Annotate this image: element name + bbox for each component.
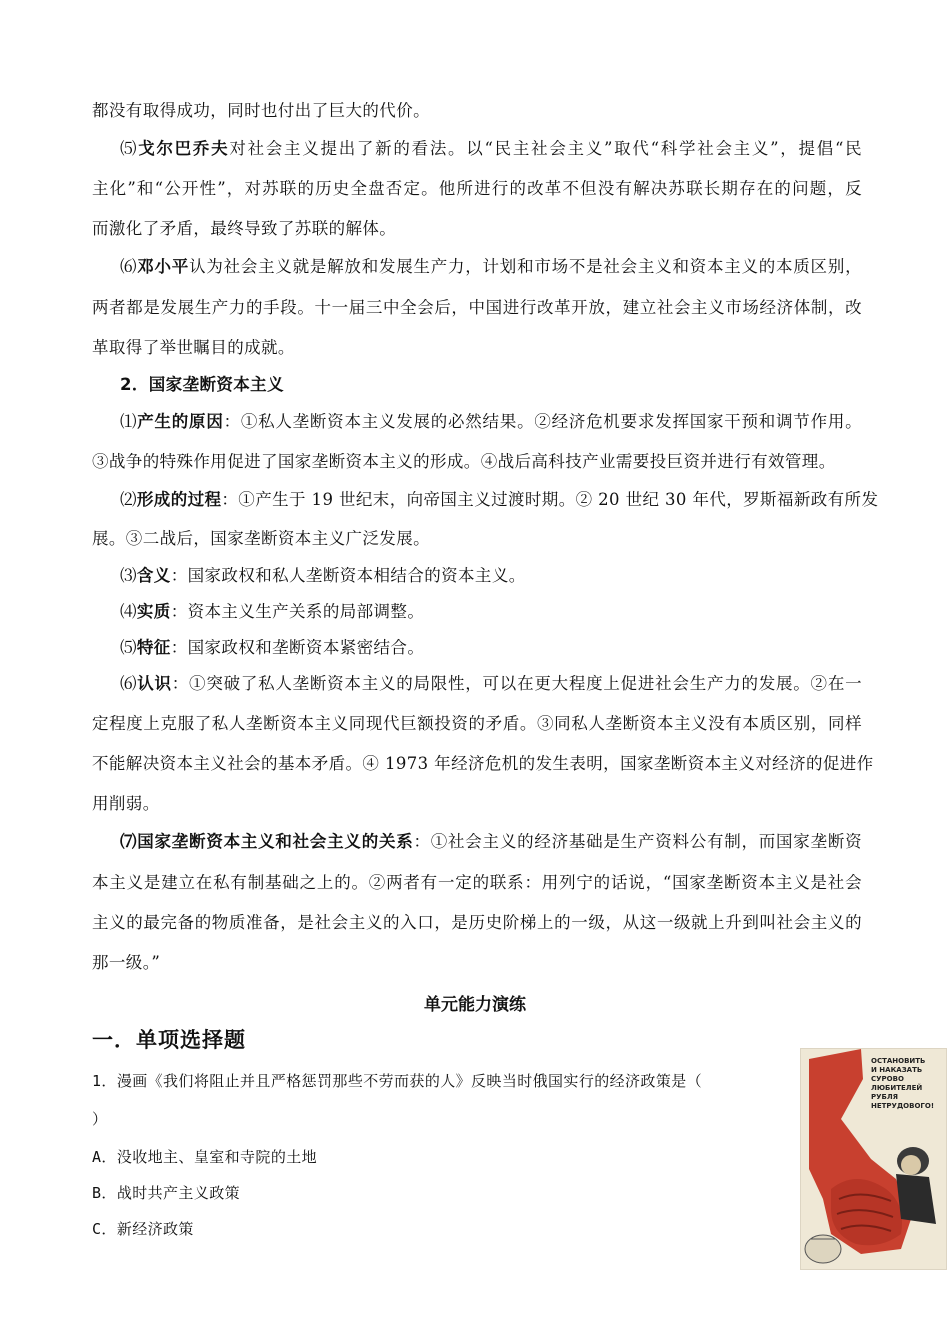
item-understanding-line4: 用削弱。 xyxy=(92,794,160,813)
item-relationship-line1: ⑺国家垄断资本主义和社会主义的关系：①社会主义的经济基础是生产资料公有制，而国家垄断资 xyxy=(120,832,862,851)
item-relationship-line4: 那一级。” xyxy=(92,953,161,972)
question-option-a[interactable]: A．没收地主、皇室和寺院的土地 xyxy=(92,1148,318,1166)
item-formation-line2: 展。③二战后，国家垄断资本主义广泛发展。 xyxy=(92,529,430,548)
item-understanding-line3: 不能解决资本主义社会的基本矛盾。④ 1973 年经济危机的发生表明，国家垄断资本主义对经济的促进作 xyxy=(92,754,874,773)
keyword-gorbachev: 戈尔巴乔夫 xyxy=(138,139,230,158)
item-causes-line1: ⑴产生的原因：①私人垄断资本主义发展的必然结果。②经济危机要求发挥国家干预和调节作用。 xyxy=(120,412,862,431)
section-title: 一．单项选择题 xyxy=(92,1028,246,1052)
item-essence: ⑷实质：资本主义生产关系的局部调整。 xyxy=(120,602,425,621)
paragraph-line: 都没有取得成功，同时也付出了巨大的代价。 xyxy=(92,101,430,120)
paragraph-gorbachev-line3: 而激化了矛盾，最终导致了苏联的解体。 xyxy=(92,219,397,238)
item-understanding-line2: 定程度上克服了私人垄断资本主义同现代巨额投资的矛盾。③同私人垄断资本主义没有本质区别，同样 xyxy=(92,714,862,733)
question-option-b[interactable]: B．战时共产主义政策 xyxy=(92,1184,241,1202)
paragraph-gorbachev-line2: 主化”和“公开性”，对苏联的历史全盘否定。他所进行的改革不但没有解决苏联长期存在的问题，反 xyxy=(92,179,862,198)
question-stem-line2: ） xyxy=(92,1110,108,1128)
item-relationship-line2: 本主义是建立在私有制基础之上的。②两者有一定的联系：用列宁的话说，“国家垄断资本主义是社会 xyxy=(92,873,862,892)
item-understanding-line1: ⑹认识：①突破了私人垄断资本主义的局限性，可以在更大程度上促进社会生产力的发展。②在一 xyxy=(120,674,862,693)
item-features: ⑸特征：国家政权和垄断资本紧密结合。 xyxy=(120,638,425,657)
soviet-poster-image xyxy=(800,1048,947,1270)
question-stem-line1: 1．漫画《我们将阻止并且严格惩罚那些不劳而获的人》反映当时俄国实行的经济政策是（ xyxy=(92,1072,703,1090)
question-option-c[interactable]: C．新经济政策 xyxy=(92,1220,194,1238)
item-relationship-line3: 主义的最完备的物质准备，是社会主义的入口，是历史阶梯上的一级，从这一级就上升到叫社会主义的 xyxy=(92,913,862,932)
paragraph-deng-line1: ⑹邓小平认为社会主义就是解放和发展生产力，计划和市场不是社会主义和资本主义的本质区别， xyxy=(120,257,862,276)
paragraph-deng-line3: 革取得了举世瞩目的成就。 xyxy=(92,338,295,357)
item-formation-line1: ⑵形成的过程：①产生于 19 世纪末，向帝国主义过渡时期。② 20 世纪 30 年代，罗斯福新政有所发 xyxy=(120,490,879,509)
keyword-deng: 邓小平 xyxy=(137,257,190,276)
paragraph-gorbachev-line1: ⑸戈尔巴乔夫对社会主义提出了新的看法。以“民主社会主义”取代“科学社会主义”，提倡“民 xyxy=(120,139,863,158)
item-causes-line2: ③战争的特殊作用促进了国家垄断资本主义的形成。④战后高科技产业需要投巨资并进行有效管理。 xyxy=(92,452,836,471)
subheading-state-monopoly: 2．国家垄断资本主义 xyxy=(120,375,284,394)
paragraph-deng-line2: 两者都是发展生产力的手段。十一届三中全会后，中国进行改革开放，建立社会主义市场经济体制，改 xyxy=(92,298,862,317)
item-meaning: ⑶含义：国家政权和私人垄断资本相结合的资本主义。 xyxy=(120,566,526,585)
poster-caption: ОСТАНОВИТЬ И НАКАЗАТЬ СУРОВО ЛЮБИТЕЛЕЙ РУБЛЯ НЕТРУДОВОГО! xyxy=(871,1057,935,1110)
unit-title: 单元能力演练 xyxy=(424,995,526,1015)
